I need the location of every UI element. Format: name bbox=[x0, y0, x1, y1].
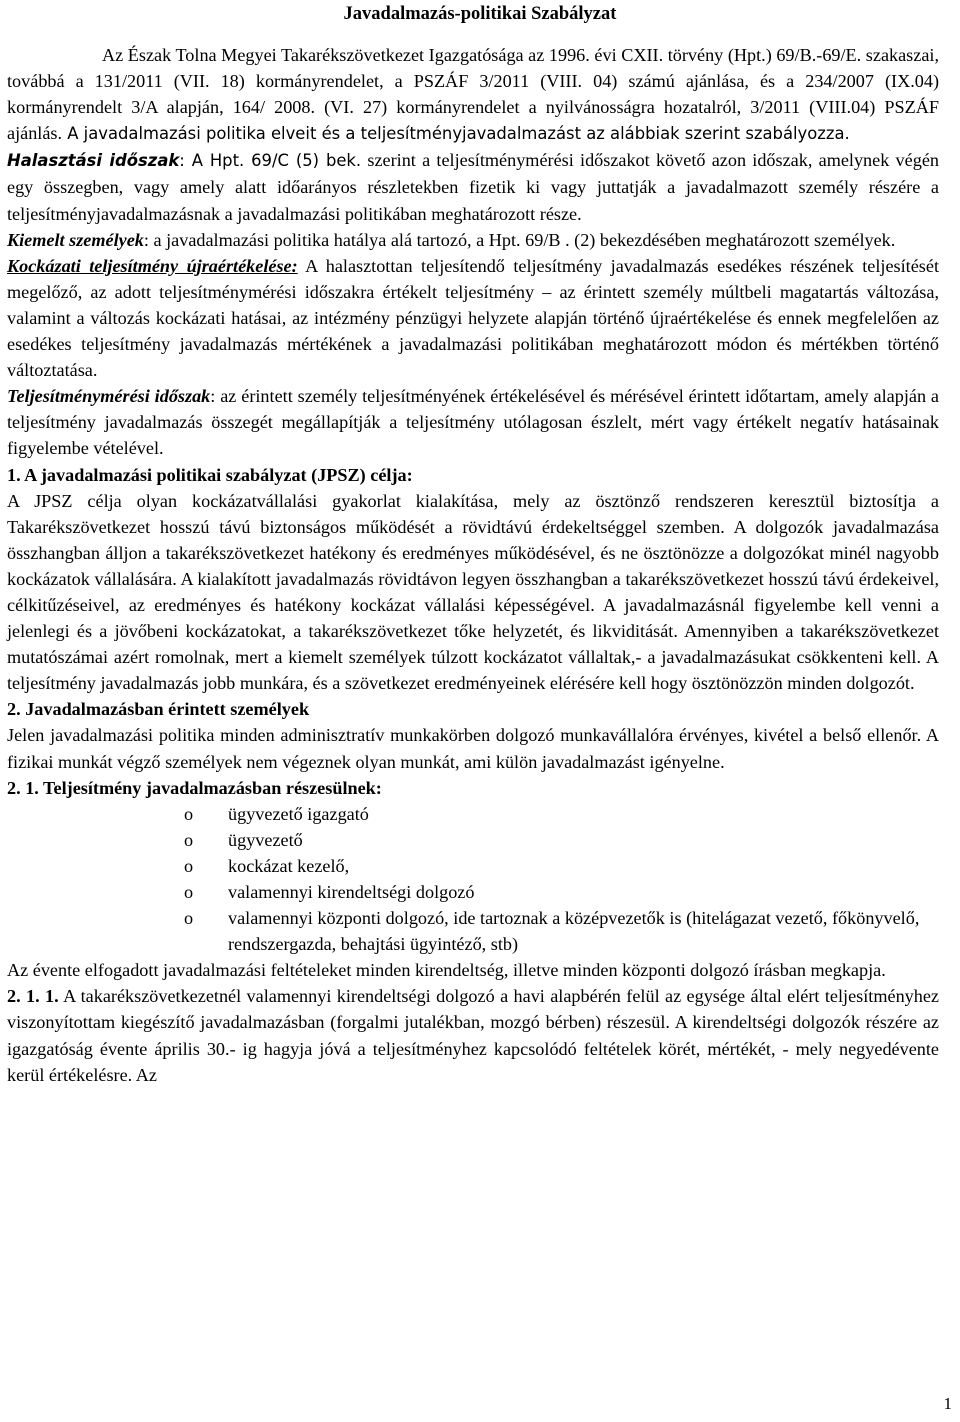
document-body bbox=[7, 42, 939, 1088]
section-text: A takarékszövetkezetnél valamennyi kirendeltségi dolgozó a havi alapbérén felül az egysége által elért teljesítményhez viszonyítottam kiegészítő javadalmazásban (forgalmi jutalékban, mozgó bérben) részesül. A kirendeltségi dolgozók részére az igazgatóság évente április 30.- ig hagyja jóvá a teljesítményhez kapcsolódó feltételek körét, mértékét, - mely negyedévente kerül értékelésre. Az bbox=[7, 986, 940, 1085]
intro-text-sans: A javadalmazási politika elveit és a teljesítményjavadalmazást az alábbiak szerint szabályozza. bbox=[62, 124, 850, 144]
section-number: 2. 1. 1. bbox=[7, 986, 59, 1007]
list-item: o valamennyi kirendeltségi dolgozó bbox=[184, 879, 939, 905]
section-2-1-after-text: Az évente elfogadott javadalmazási feltételeket minden kirendeltség, illetve minden központi dolgozó írásban megkapja. bbox=[7, 960, 886, 981]
page-title: Javadalmazás-politikai Szabályzat bbox=[343, 4, 617, 24]
list-item: o ügyvezető bbox=[184, 827, 939, 853]
definition-term: Kiemelt személyek bbox=[7, 229, 144, 250]
definition-term: Halasztási időszak: A Hpt. 69/C (5) bek. bbox=[7, 151, 362, 171]
section-1-heading: 1. A javadalmazási politikai szabályzat (JPSZ) célja: bbox=[7, 464, 413, 485]
definition-text: : a javadalmazási politika hatálya alá tartozó, a Hpt. 69/B . (2) bekezdésében meghatározott személyek. bbox=[143, 229, 896, 250]
bullet-icon: o bbox=[184, 829, 194, 850]
definition-teljesitmeny bbox=[7, 383, 939, 461]
definition-term: Teljesítménymérési időszak bbox=[7, 386, 211, 407]
definition-text: A halasztottan teljesítendő teljesítmény javadalmazás esedékes részének teljesítését megelőző, az adott teljesítménymérési időszakra értékelt teljesítmény – az érintett személy múltbeli magatartás változása, valamint a változás kockázati hatásai, az intézmény pénzügyi helyzete alapján történő újraértékelése és ennek megfelelően az esedékes teljesítmény javadalmazás mértékének a javadalmazási politikában meghatározott módon és mértékben történő változtatása. bbox=[7, 255, 939, 381]
bullet-icon: o bbox=[184, 855, 194, 876]
role-list bbox=[7, 801, 939, 958]
section-2-heading: 2. Javadalmazásban érintett személyek bbox=[7, 699, 310, 720]
section-2-text: Jelen javadalmazási politika minden adminisztratív munkakörben dolgozó munkavállalóra érvényes, kivétel a belső ellenőr. A fizikai munkát végző személyek nem végeznek olyan munkát, ami külön javadalmazást igényelne. bbox=[7, 725, 939, 772]
intro-paragraph bbox=[7, 42, 939, 147]
definition-text: : az érintett személy teljesítményének értékelésével és mérésével érintett időtartam, amely alapján a teljesítmény javadalmazás összegét megállapítják a teljesítmény utólagosan észlelt, mért vagy értékelt negatív hatásainak figyelembe vételével. bbox=[7, 386, 940, 459]
list-item: o ügyvezető igazgató bbox=[184, 801, 939, 827]
bullet-icon: o bbox=[184, 908, 194, 929]
definition-kiemelt bbox=[7, 227, 939, 253]
definition-halasztasi bbox=[7, 147, 939, 226]
list-item: o valamennyi központi dolgozó, ide tartoznak a középvezetők is (hitelágazat vezető, főkönyvelő, rendszergazda, behajtási ügyintéző, stb) bbox=[184, 905, 939, 957]
section-1-text: A JPSZ célja olyan kockázatvállalási gyakorlat kialakítása, mely az ösztönző rendszeren keresztül biztosítja a Takarékszövetkezet hosszú távú biztonságos működését a rövidtávú érdekeltséggel szemben. A dolgozók javadalmazása összhangban álljon a takarékszövetkezet hatékony és eredményes működésével, és ne ösztönözze a dolgozókat minél nagyobb kockázatok vállalására. A kialakított javadalmazás rövidtávon legyen összhangban a takarékszövetkezet hosszú távú érdekeivel, célkitűzéseivel, az eredményes és hatékony kockázat vállalási képességével. A javadalmazásnál figyelembe kell venni a jelenlegi és a jövőbeni kockázatokat, a takarékszövetkezet tőke helyzetét, és likviditását. Amennyiben a takarékszövetkezet mutatószámai azért romolnak, mert a kiemelt személyek túlzott kockázatot vállaltak,- a javadalmazásukat csökkenteni kell. A teljesítmény javadalmazás jobb munkára, és a szövetkezet eredményeinek elérésére kell hogy ösztönözzön minden dolgozót. bbox=[7, 490, 939, 694]
page-number: 1 bbox=[943, 1394, 952, 1413]
bullet-icon: o bbox=[184, 882, 194, 902]
definition-kockazati bbox=[7, 253, 939, 383]
definition-text: szerint a teljesítménymérési időszakot követő azon időszak, amelynek végén egy összegben, vagy amely alatt időarányos részletekben fizetik ki vagy juttatják a javadalmazott személy részére a teljesítményjavadalmazásnak a javadalmazási politikában meghatározott része. bbox=[7, 150, 939, 224]
list-item: o kockázat kezelő, bbox=[184, 853, 939, 879]
section-2-1-1-paragraph bbox=[7, 983, 939, 1087]
definition-term: Kockázati teljesítmény újraértékelése: bbox=[7, 255, 298, 276]
bullet-icon: o bbox=[184, 803, 194, 824]
intro-text: Az Észak Tolna Megyei Takarékszövetkezet Igazgatósága az 1996. évi CXII. törvény (Hpt.) 69/B.-69/E. szakaszai, továbbá a 131/2011 (VII. 18) kormányrendelet, a PSZÁF 3/2011 (VIII. 04) számú ajánlása, és a 234/2007 (IX.04) kormányrendelt 3/A alapján, 164/ 2008. (VI. 27) kormányrendelet a nyilvánosságra hozatalról, 3/2011 (VIII.04) PSZÁF ajánlás. bbox=[7, 45, 939, 144]
section-2-1-heading: 2. 1. Teljesítmény javadalmazásban részesülnek: bbox=[7, 777, 382, 798]
